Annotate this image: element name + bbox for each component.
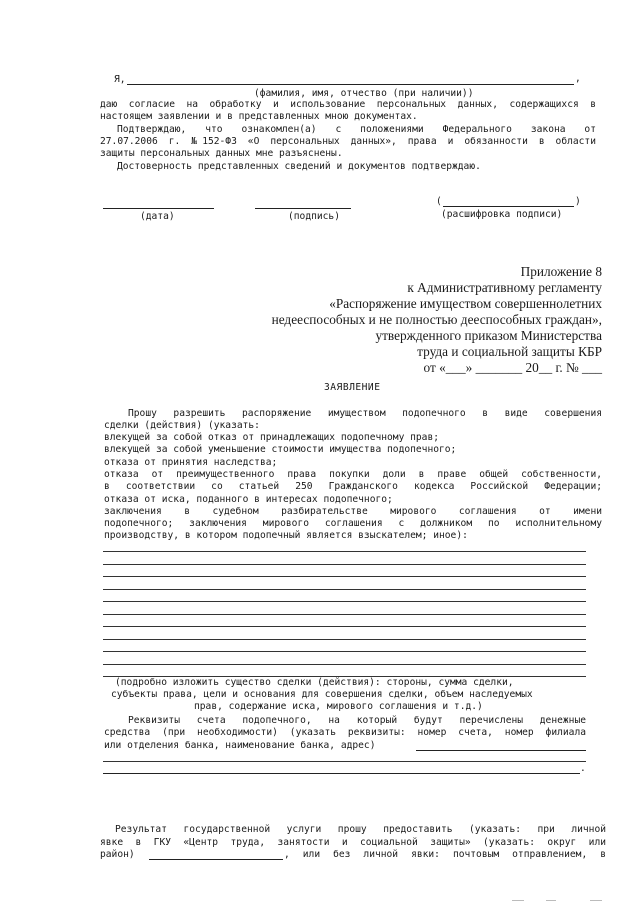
statement-line: сделки (действия) (указать: [104, 420, 260, 431]
blank-line [103, 639, 586, 640]
consent-line-2: настоящем заявлении и в представленных мною документах. [100, 111, 418, 122]
consent-line-4: 27.07.2006 г. №152-ФЗ «О персональных данных», права и обязанности в области [100, 136, 596, 147]
statement-title: ЗАЯВЛЕНИЕ [324, 382, 381, 393]
result-line: Результат государственной услуги прошу предоставить (указать: при личной [115, 824, 606, 835]
decode-close-paren: ) [575, 196, 581, 207]
fio-comma: , [575, 73, 581, 84]
scan-mark [512, 900, 524, 901]
appendix-line: труда и социальной защиты КБР [417, 344, 602, 359]
requisites-line: средства (при необходимости) (указать реквизиты: номер счета, номер филиала [104, 727, 586, 738]
blank-line [103, 576, 586, 577]
consent-line-3: Подтверждаю, что ознакомлен(а) с положениями Федерального закона от [117, 124, 596, 135]
blank-line [103, 589, 586, 590]
ya-label: Я, [114, 74, 126, 85]
blank-line [103, 626, 586, 627]
appendix-line: недееспособных и не полностью дееспособных граждан», [271, 312, 602, 327]
appendix-line: от «___» _______ 20__ г. № ___ [423, 360, 602, 375]
requisites-fill-line [416, 750, 586, 751]
consent-line-1: даю согласие на обработку и использование персональных данных, содержащихся в [100, 99, 596, 110]
signature-caption: (подпись) [288, 211, 340, 222]
appendix-line: «Распоряжение имуществом совершеннолетних [329, 296, 602, 311]
details-caption: прав, содержание иска, мирового соглашения и т.д.) [194, 701, 483, 712]
details-caption: (подробно изложить существо сделки (действия): стороны, сумма сделки, [115, 677, 514, 688]
signature-line [255, 208, 351, 209]
appendix-line: к Административному регламенту [407, 280, 602, 295]
result-line: район) [100, 849, 135, 860]
appendix-header [242, 264, 602, 376]
scan-mark [590, 900, 602, 901]
district-fill-line [149, 859, 283, 860]
statement-line: отказа от преимущественного права покупки доли в праве общей собственности, [104, 469, 602, 480]
date-line [103, 208, 214, 209]
statement-line: производству, в котором подопечный является взыскателем; иное): [104, 530, 468, 541]
requisites-period: . [580, 763, 586, 774]
appendix-line: Приложение 8 [520, 264, 602, 279]
statement-line: подопечного; заключения мирового соглашения с должником по исполнительному [104, 518, 602, 529]
statement-line: отказа от принятия наследства; [104, 457, 278, 468]
date-caption: (дата) [140, 211, 175, 222]
blank-line [103, 664, 586, 665]
statement-line: заключения в судебном разбирательстве мирового соглашения от имени [104, 506, 602, 517]
blank-line [103, 614, 586, 615]
appendix-line: утвержденного приказом Министерства [375, 328, 602, 343]
blank-line [103, 551, 586, 552]
requisites-line: или отделения банка, наименование банка, адрес) [104, 740, 376, 751]
decode-line [443, 206, 574, 207]
blank-line [103, 761, 586, 762]
blank-line [103, 601, 586, 602]
statement-line: Прошу разрешить распоряжение имуществом подопечного в виде совершения [128, 408, 602, 419]
details-caption: субъекты права, цели и основания для совершения сделки, объем наследуемых [111, 689, 533, 700]
decode-caption: (расшифровка подписи) [441, 209, 563, 220]
statement-line: в соответствии со статьей 250 Гражданского кодекса Российской Федерации; [104, 481, 602, 492]
blank-line [103, 564, 586, 565]
requisites-line: Реквизиты счета подопечного, на который будут перечислены денежные [128, 715, 586, 726]
fio-line [127, 84, 574, 85]
result-line: , или без личной явки: почтовым отправлением, в [284, 849, 606, 860]
consent-line-5: защиты персональных данных мне разъяснены. [100, 148, 343, 159]
blank-line [103, 773, 580, 774]
statement-line: влекущей за собой уменьшение стоимости имущества подопечного; [104, 444, 457, 455]
scan-mark [546, 900, 556, 901]
consent-line-6: Достоверность представленных сведений и документов подтверждаю. [117, 161, 481, 172]
decode-open-paren: ( [436, 196, 442, 207]
statement-line: влекущей за собой отказ от принадлежащих подопечному прав; [104, 432, 440, 443]
blank-line [103, 651, 586, 652]
fio-caption: (фамилия, имя, отчество (при наличии)) [254, 88, 474, 99]
statement-line: отказа от иска, поданного в интересах подопечного; [104, 494, 393, 505]
result-line: явке в ГКУ «Центр труда, занятости и социальной защиты» (указать: округ или [100, 837, 606, 848]
